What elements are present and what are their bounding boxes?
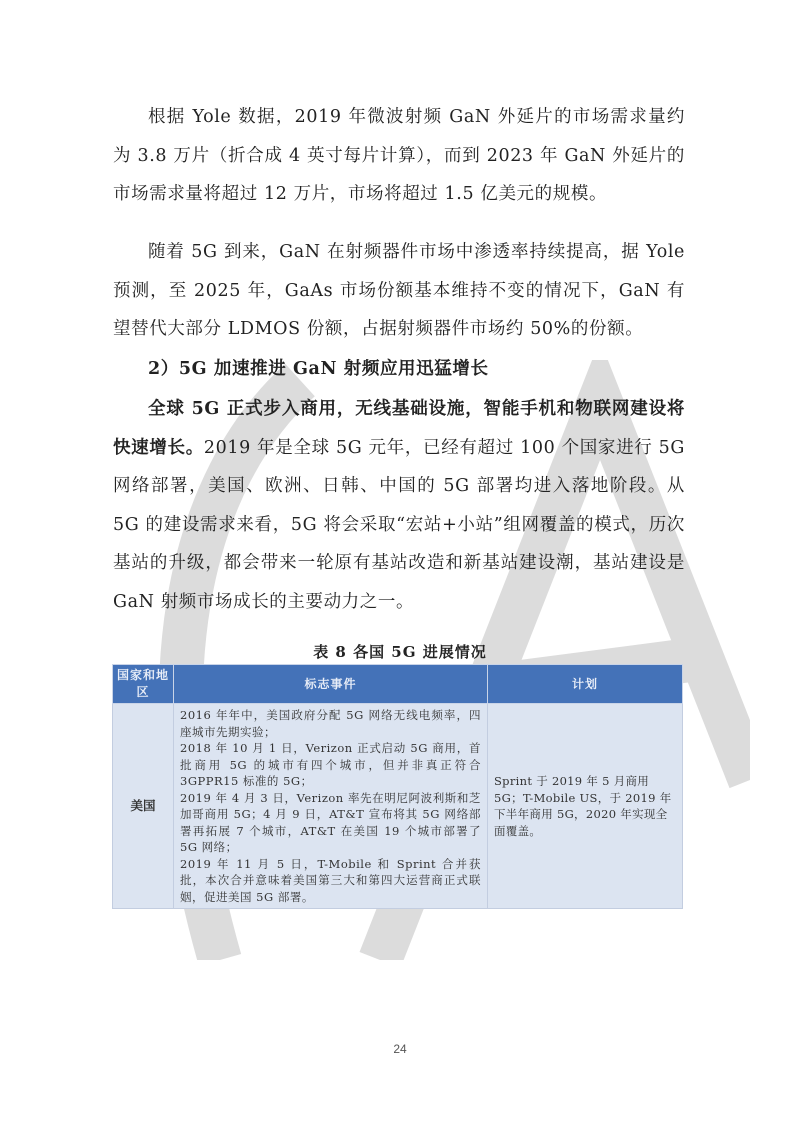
event-item: 2019 年 4 月 3 日，Verizon 率先在明尼阿波利斯和芝加哥商用 5G；4 月 9 日，AT&T 宣布将其 5G 网络部署再拓展 7 个城市，AT&T 在美国 19 个城市部署了 5G 网络； <box>180 790 481 854</box>
header-country: 国家和地区 <box>113 665 174 704</box>
cell-plan: Sprint 于 2019 年 5 月商用 5G；T-Mobile US，于 2019 年下半年商用 5G，2020 年实现全面覆盖。 <box>488 704 683 909</box>
cell-country: 美国 <box>113 704 174 909</box>
event-item: 2016 年年中，美国政府分配 5G 网络无线电频率，四座城市先期实验； <box>180 708 481 739</box>
paragraph-body: 2019 年是全球 5G 元年，已经有超过 100 个国家进行 5G 网络部署，美国、欧洲、日韩、中国的 5G 部署均进入落地阶段。从 5G 的建设需求来看，5G 将会采取“宏站+小站”组网覆盖的模式，历次基站的升级，都会带来一轮原有基站改造和新基站建设潮，基站建设是 GaN 射频市场成长的主要动力之一。 <box>113 437 685 612</box>
paragraph-emphasis: 全球 5G 正式步入商用，无线基础设施，智能手机和物联网建设将快速增长。 <box>113 399 685 458</box>
page-number: 24 <box>393 1042 407 1056</box>
table-header-row <box>113 665 683 704</box>
table-caption: 表 8 各国 5G 进展情况 <box>313 643 487 661</box>
event-item: 2018 年 10 月 1 日，Verizon 正式启动 5G 商用，首批商用 5G 的城市有四个城市，但并非真正符合 3GPPR15 标准的 5G； <box>180 741 481 788</box>
header-plan: 计划 <box>488 665 683 704</box>
paragraph-yole-epitaxy-demand: 根据 Yole 数据，2019 年微波射频 GaN 外延片的市场需求量约为 3.8 万片（折合成 4 英寸每片计算），而到 2023 年 GaN 外延片的市场需求量将超过 12 万片，市场将超过 1.5 亿美元的规模。 <box>113 107 685 204</box>
section-heading: 2）5G 加速推进 GaN 射频应用迅猛增长 <box>148 359 489 379</box>
paragraph-gan-penetration: 随着 5G 到来，GaN 在射频器件市场中渗透率持续提高，据 Yole 预测，至 2025 年，GaAs 市场份额基本维持不变的情况下，GaN 有望替代大部分 LDMOS 份额，占据射频器件市场约 50%的份额。 <box>113 242 685 339</box>
5g-progress-table <box>112 664 683 909</box>
table-row <box>113 704 683 909</box>
header-events: 标志事件 <box>174 665 488 704</box>
paragraph-5g-commercial <box>113 390 685 621</box>
cell-events <box>174 704 488 909</box>
event-item: 2019 年 11 月 5 日，T-Mobile 和 Sprint 合并获批，本次合并意味着美国第三大和第四大运营商正式联姻，促进美国 5G 部署。 <box>180 856 481 904</box>
